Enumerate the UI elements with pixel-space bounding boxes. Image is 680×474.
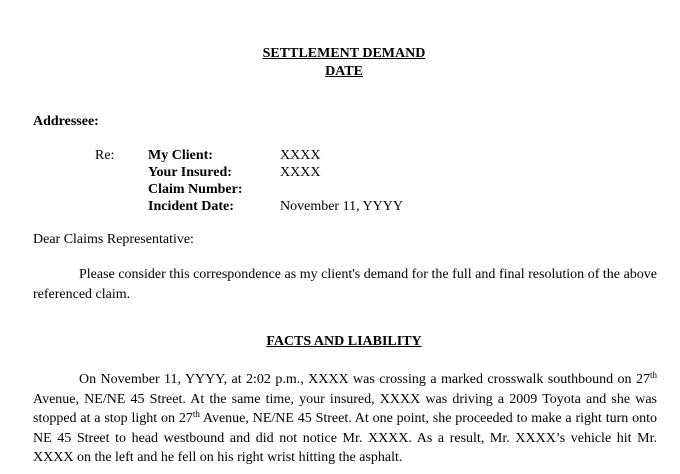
- salutation: Dear Claims Representative:: [33, 232, 194, 247]
- re-key: Claim Number:: [148, 182, 243, 197]
- ordinal-suffix: th: [192, 409, 200, 419]
- date-heading: DATE: [325, 64, 363, 79]
- ordinal-suffix: th: [649, 370, 657, 380]
- re-key: Your Insured:: [148, 165, 232, 180]
- facts-text-part: Avenue, NE/NE 45 Street. At one point, she proceeded to make a right turn onto NE 45 Street to head westbound and did not notice Mr. XXXX. As a result, Mr. XXXX’s vehicle hit Mr. XXXX on the left and he fell on his right wrist hitting the asphalt.: [33, 411, 657, 465]
- facts-paragraph: [33, 370, 657, 468]
- intro-paragraph: Please consider this correspondence as my client's demand for the full and final resolution of the above referenced claim.: [33, 267, 657, 302]
- re-value: XXXX: [280, 165, 321, 180]
- re-value: XXXX: [280, 148, 321, 163]
- addressee-label: Addressee:: [33, 114, 99, 129]
- re-value: November 11, YYYY: [280, 199, 403, 214]
- document-title: SETTLEMENT DEMAND: [262, 46, 426, 61]
- facts-heading: FACTS AND LIABILITY: [266, 334, 422, 349]
- re-label: Re:: [95, 148, 115, 163]
- re-key: My Client:: [148, 148, 213, 163]
- facts-text-part: Avenue, NE/NE 45 Street. At the same time, your insured, XXXX was driving a 2009 Toyota and she was stopped at a stop light on 27: [33, 391, 657, 426]
- re-key: Incident Date:: [148, 199, 234, 214]
- facts-text-part: On November 11, YYYY, at 2:02 p.m., XXXX was crossing a marked crosswalk southbound on 27: [79, 372, 650, 387]
